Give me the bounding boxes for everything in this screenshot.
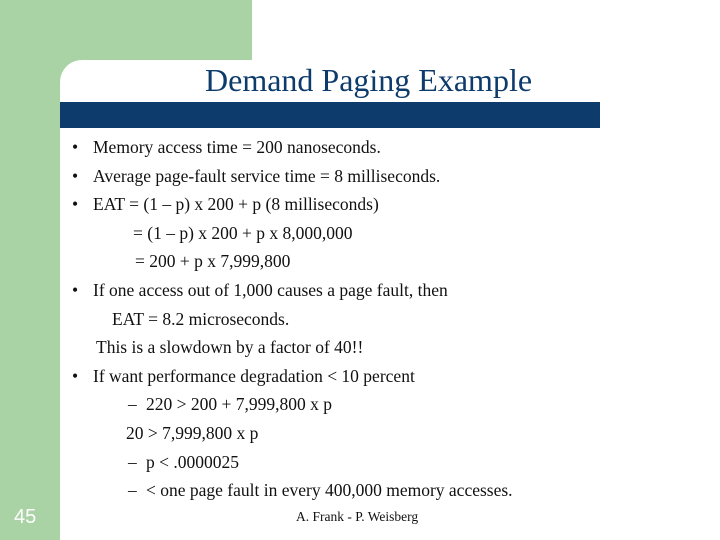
bullet-text: If want performance degradation < 10 percent bbox=[93, 365, 415, 386]
continuation-line bbox=[72, 419, 692, 448]
title-underline-bar bbox=[60, 102, 600, 128]
bullet-text: If one access out of 1,000 causes a page fault, then bbox=[93, 279, 448, 300]
bullet-line bbox=[72, 190, 692, 219]
continuation-text: 20 > 7,999,800 x p bbox=[126, 422, 259, 443]
sub-bullet-text: 220 > 200 + 7,999,800 x p bbox=[146, 394, 332, 415]
continuation-line bbox=[72, 247, 692, 276]
page-number: 45 bbox=[14, 506, 37, 528]
continuation-line bbox=[72, 305, 692, 334]
bullet-text: Memory access time = 200 nanoseconds. bbox=[93, 137, 381, 157]
bullet-text: Average page-fault service time = 8 milliseconds. bbox=[93, 165, 441, 186]
bullet-text: EAT = (1 – p) x 200 + p (8 milliseconds) bbox=[93, 194, 379, 215]
bullet-line bbox=[72, 162, 692, 191]
sub-bullet-line bbox=[72, 448, 692, 477]
bullet-glyph: • bbox=[72, 279, 79, 300]
bullet-glyph: • bbox=[72, 365, 79, 386]
dash-glyph: – bbox=[128, 451, 137, 472]
slide-body bbox=[72, 133, 692, 505]
continuation-text: This is a slowdown by a factor of 40!! bbox=[96, 337, 364, 358]
continuation-line bbox=[72, 219, 692, 248]
bullet-line bbox=[72, 276, 692, 305]
slide-title: Demand Paging Example bbox=[205, 62, 533, 98]
continuation-text: EAT = 8.2 microseconds. bbox=[112, 308, 290, 329]
dash-glyph: – bbox=[128, 480, 137, 501]
dash-glyph: – bbox=[128, 394, 137, 415]
footer-credit: A. Frank - P. Weisberg bbox=[296, 509, 419, 524]
bullet-line bbox=[72, 133, 692, 162]
bullet-glyph: • bbox=[72, 137, 79, 157]
sub-bullet-text: < one page fault in every 400,000 memory accesses. bbox=[146, 480, 513, 501]
sub-bullet-line bbox=[72, 476, 692, 505]
continuation-line bbox=[72, 333, 692, 362]
equation-text: = 200 + p x 7,999,800 bbox=[135, 251, 291, 272]
sub-bullet-text: p < .0000025 bbox=[146, 451, 239, 472]
bullet-line bbox=[72, 362, 692, 391]
sub-bullet-line bbox=[72, 390, 692, 419]
equation-text: = (1 – p) x 200 + p x 8,000,000 bbox=[133, 222, 353, 243]
bullet-glyph: • bbox=[72, 194, 79, 215]
bullet-glyph: • bbox=[72, 165, 79, 186]
